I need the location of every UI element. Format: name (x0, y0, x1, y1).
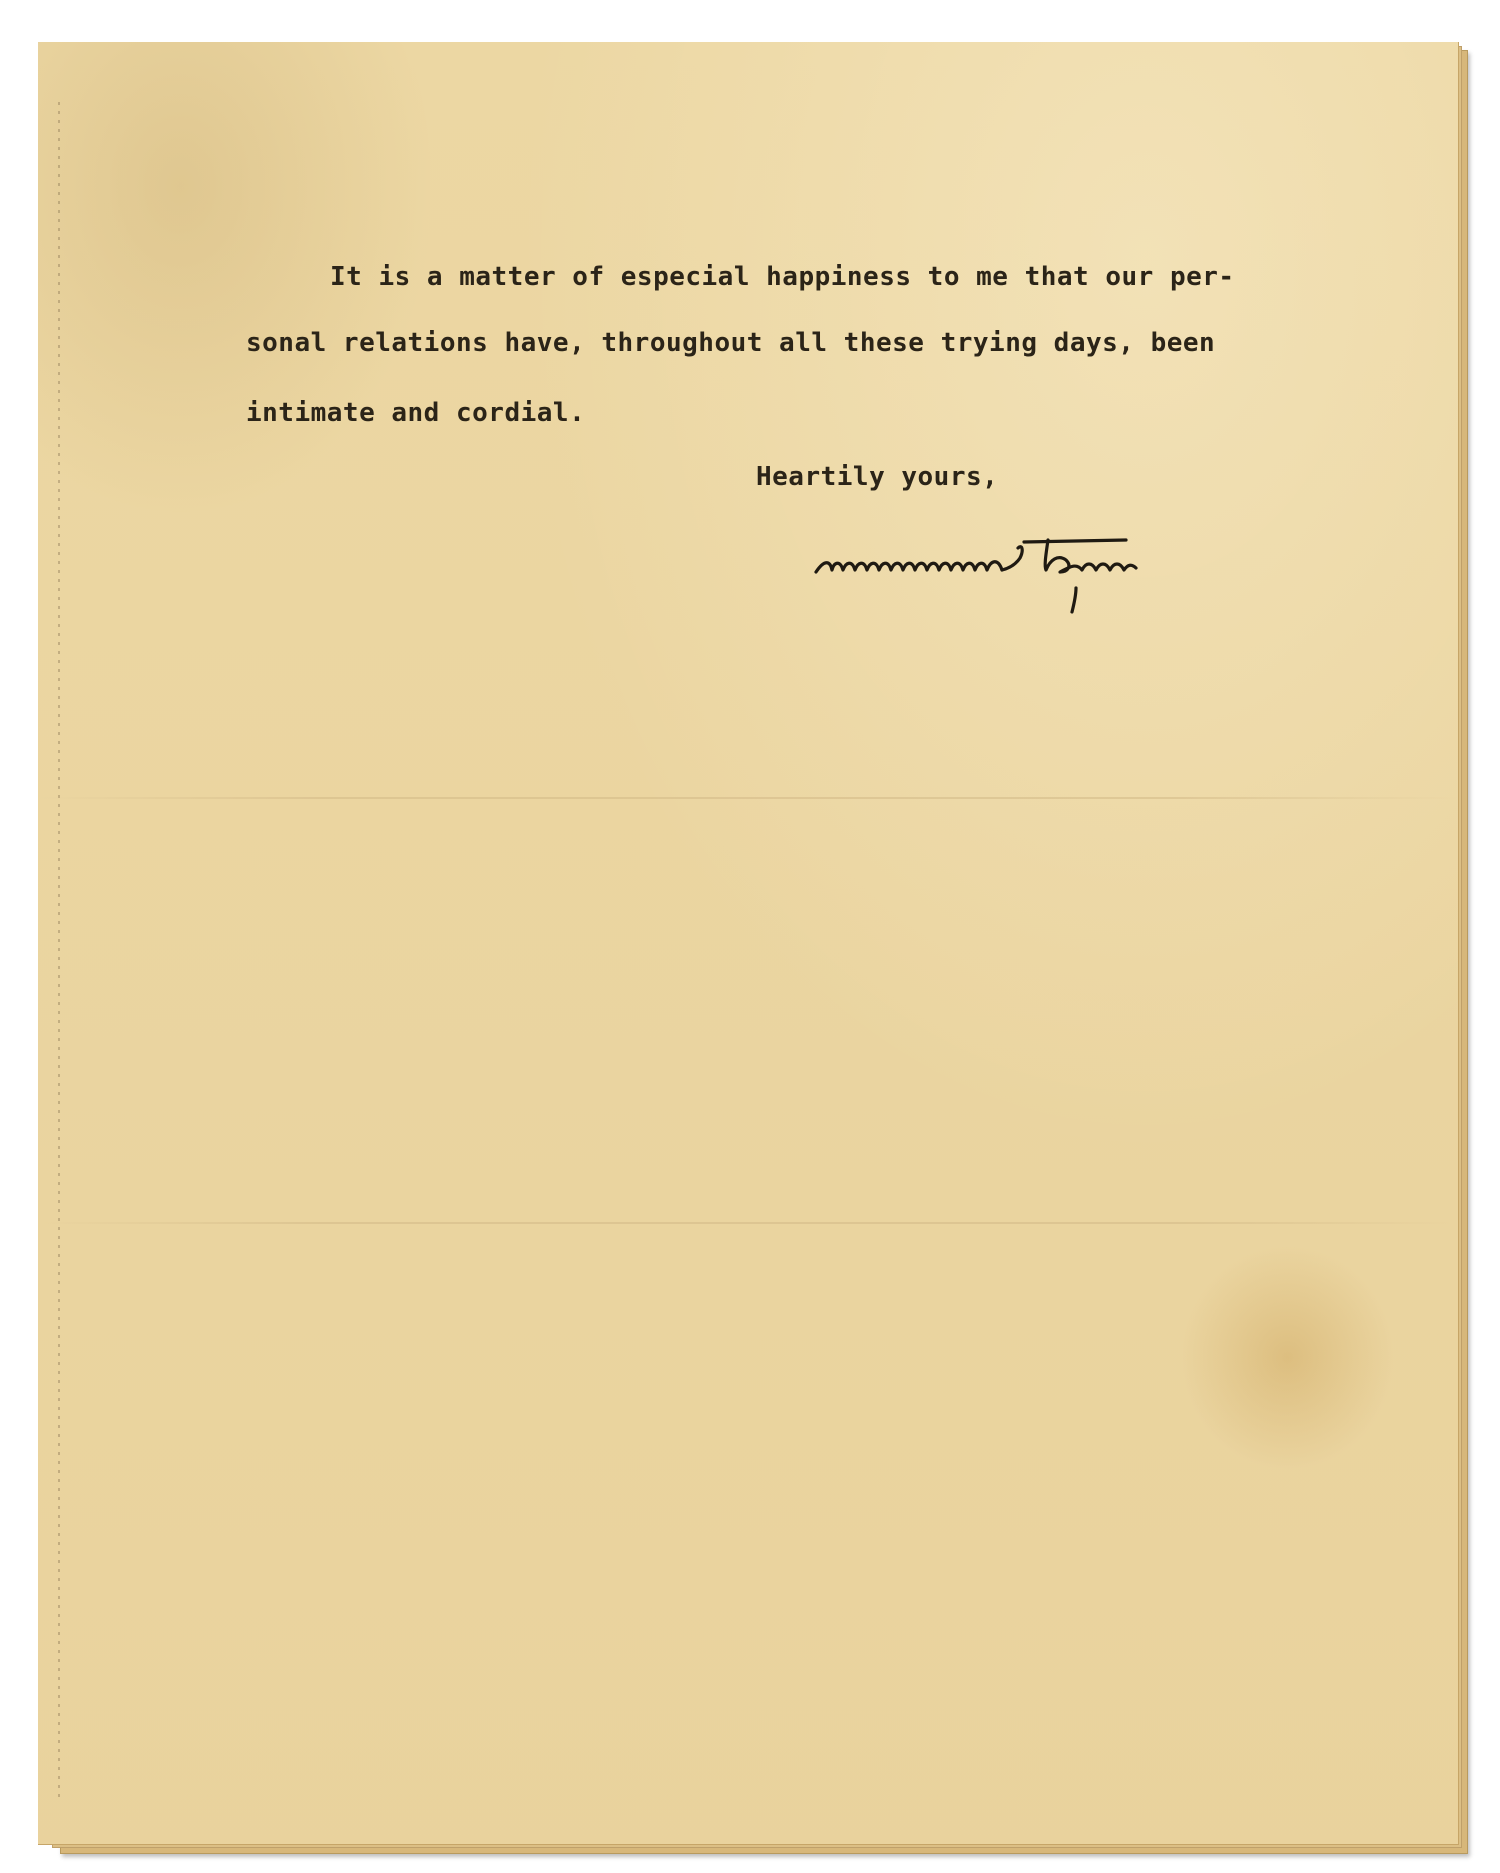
fold-crease (38, 1222, 1458, 1224)
fold-crease (38, 797, 1458, 799)
body-line-2: sonal relations have, throughout all these trying days, been (246, 328, 1216, 358)
letter-sheet (38, 42, 1459, 1845)
body-line-1: It is a matter of especial happiness to me that our per- (330, 262, 1235, 292)
body-line-3: intimate and cordial. (246, 398, 586, 428)
closing-line: Heartily yours, (756, 462, 999, 492)
handwritten-signature (810, 520, 1230, 620)
sheet-edge-texture (58, 102, 60, 1802)
